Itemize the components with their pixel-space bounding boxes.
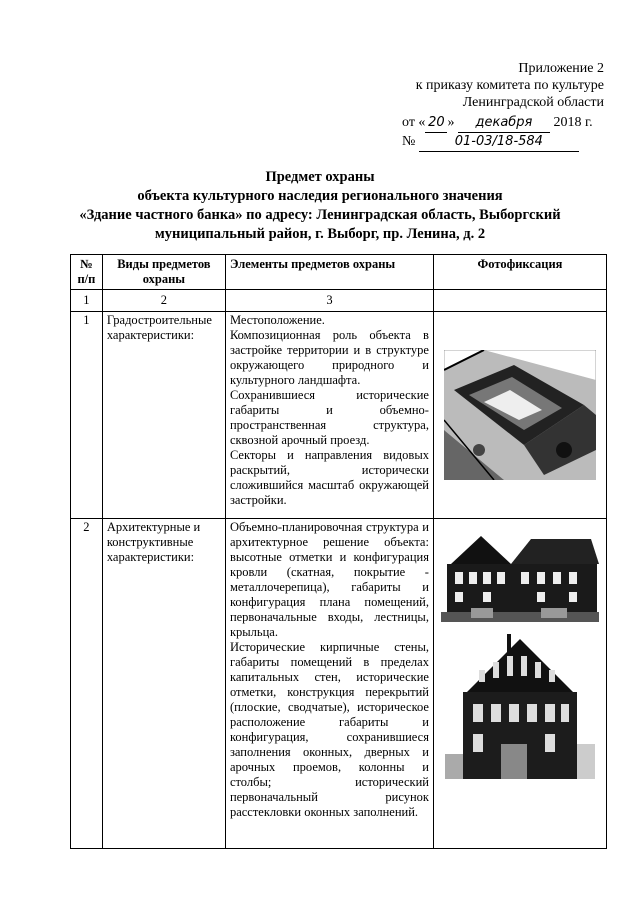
order-number-line: № 01-03/18-584	[402, 133, 593, 152]
aerial-photo	[444, 350, 596, 480]
row-num: 1	[71, 312, 103, 519]
order-month: декабря	[458, 114, 550, 133]
row-elements: Объемно-планировочная структура и архитектурное решение объекта: высотные отметки и конфигурация кровли (скатная, покрытие - металлочерепица), габариты и конфигурация плана помещений, первоначальные входы, лестницы, крыльца. Исторические кирпичные стены, габариты помещений в пределах капитальных стен, исторические отметки, конструкция перекрытий (плоские, сводчатые), историческое расположение габариты и конфигурация, сохранившиеся заполнения оконных, дверных и арочных проемов, колонны и столбы; исторический первоначальный рисунок расстекловки оконных заполнений.	[225, 519, 433, 849]
table-row	[71, 519, 607, 849]
row-elements: Местоположение. Композиционная роль объекта в застройке территории и в структуре окружающего природного и культурного ландшафта. Сохранившиеся исторические габариты и объемно-пространственная структура, сквозной арочный проезд. Секторы и направления видовых раскрытий, исторически сложившийся масштаб окружающей застройки.	[225, 312, 433, 519]
appendix-block	[416, 60, 604, 111]
order-date-line: от « 20 » декабря 2018 г. № 01-03/18-584	[402, 114, 593, 152]
appendix-order-line: к приказу комитета по культуре	[415, 78, 604, 93]
row-photo	[433, 312, 606, 519]
protection-subject-table	[70, 254, 607, 849]
table-header-row	[71, 255, 607, 290]
header-photo: Фотофиксация	[433, 255, 606, 290]
table-row	[71, 312, 607, 519]
order-year: 2018 г.	[553, 115, 593, 130]
row-photo	[433, 519, 606, 849]
document-title: Предмет охраны объекта культурного наследия регионального значения «Здание частного банка» по адресу: Ленинградская область, Выборгский муниципальный район, г. Выборг, пр. Ленина, д. 2	[79, 169, 561, 242]
facade-photo-2	[445, 634, 595, 779]
row-type: Архитектурные и конструктивные характеристики:	[102, 519, 225, 849]
order-day: 20	[425, 114, 447, 133]
header-elements: Элементы предметов охраны	[225, 255, 433, 290]
row-num: 2	[71, 519, 103, 849]
appendix-title: Приложение 2	[518, 61, 604, 76]
column-number-row: 1 2 3	[71, 290, 607, 312]
facade-photo-1	[441, 524, 599, 622]
row-type: Градостроительные характеристики:	[102, 312, 225, 519]
header-num: № п/п	[71, 255, 103, 290]
appendix-region-line: Ленинградской области	[462, 95, 604, 110]
header-type: Виды предметов охраны	[102, 255, 225, 290]
order-number: 01-03/18-584	[419, 133, 579, 152]
